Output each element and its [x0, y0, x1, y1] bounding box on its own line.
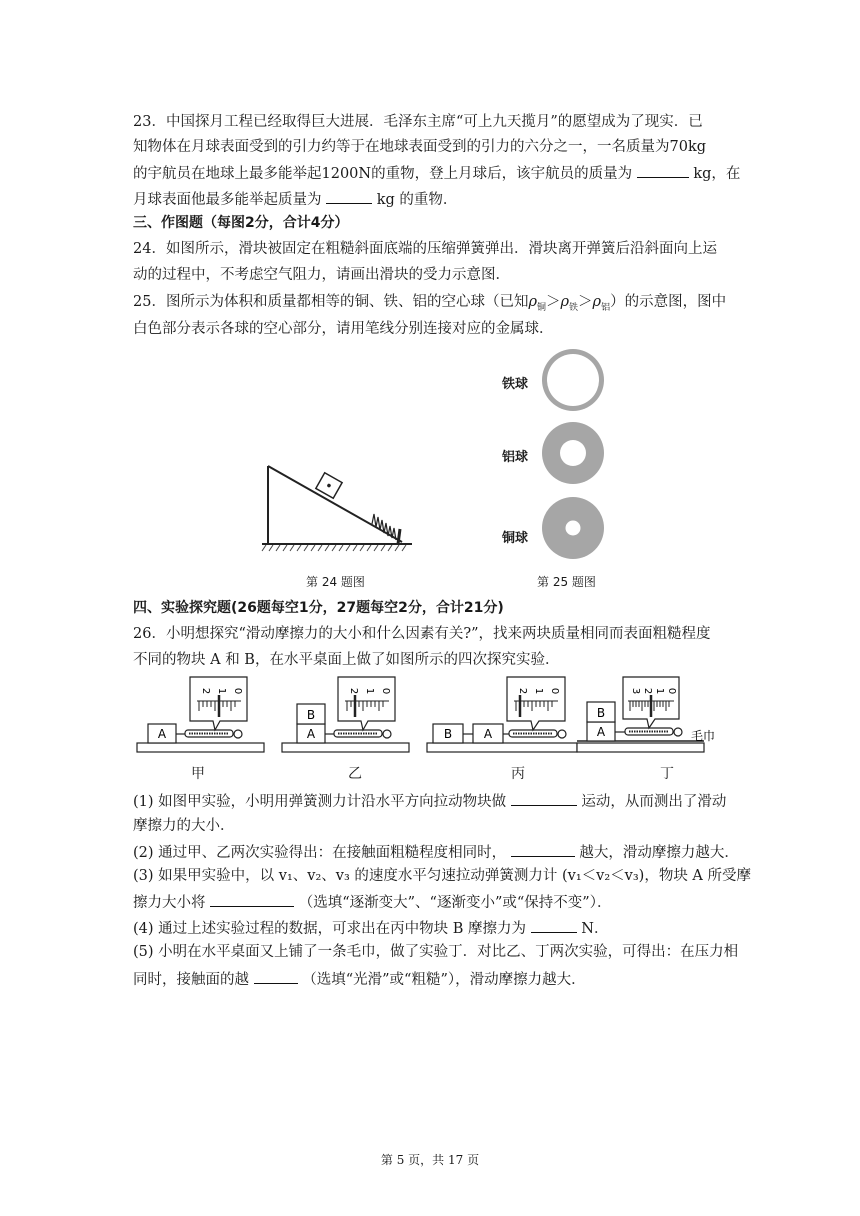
- sub-q3-line-1: (3) 如果甲实验中，以 v₁、v₂、v₃ 的速度水平匀速拉动弹簧测力计 (v₁＜v₂＜v₃)，物块 A 所受摩: [133, 868, 752, 884]
- scale-tick-labels: [517, 688, 560, 694]
- sub-q4-blank[interactable]: [531, 918, 577, 933]
- section-4-title: 四、实验探究题(26题每空1分，27题每空2分，合计21分): [133, 600, 504, 616]
- table-yi: [282, 743, 409, 752]
- fig25-caption: 第 25 题图: [537, 575, 596, 589]
- q24-line-1: 24．如图所示，滑块被固定在粗糙斜面底端的压缩弹簧弹出．滑块离开弹簧后沿斜面向上运: [133, 241, 717, 257]
- q25-line-2: 白色部分表示各球的空心部分，请用笔线分别连接对应的金属球．: [133, 321, 554, 337]
- tick-label: 2: [348, 687, 359, 695]
- section-3-title: 三、作图题（每图2分，合计4分）: [133, 215, 349, 231]
- sub-q3-blank[interactable]: [210, 892, 294, 907]
- block-a-label: A: [157, 727, 167, 741]
- tick-label: 1: [364, 687, 375, 695]
- spheres-figure: [538, 345, 608, 560]
- q25-line-1-tail: ）的示意图，图中: [610, 294, 727, 310]
- setup-ding: [577, 677, 715, 752]
- q25-line-1: [133, 293, 726, 317]
- q25-line-1-text: 25．图所示为体积和质量都相等的铜、铁、铝的空心球（已知: [133, 294, 529, 310]
- rho-symbol: ρ: [592, 294, 602, 310]
- rho-symbol: ρ: [560, 294, 570, 310]
- label-bing: 丙: [511, 766, 525, 782]
- sub-q2-tail: 越大，滑动摩擦力越大．: [579, 845, 739, 861]
- sub-q5-blank[interactable]: [254, 969, 298, 984]
- q23-blank-2[interactable]: [326, 189, 372, 204]
- iron-ball: [542, 349, 604, 411]
- table-bing: [427, 743, 577, 752]
- q23-line-4-tail: kg 的重物．: [376, 192, 458, 208]
- q23-line-3: [133, 163, 740, 183]
- tick-label: 0: [232, 687, 243, 695]
- ground-hatching: [262, 545, 406, 551]
- page-footer: 第 5 页，共 17 页: [380, 1153, 480, 1167]
- sub-q5-line-2: [133, 969, 586, 989]
- block-a-label: A: [596, 725, 606, 739]
- block-b-label: B: [443, 727, 453, 741]
- rho-symbol: ρ: [528, 294, 537, 310]
- setup-jia: [137, 677, 264, 752]
- tick-label: 1: [216, 687, 227, 695]
- sub-q2-text: (2) 通过甲、乙两次实验得出：在接触面粗糙程度相同时，: [133, 845, 507, 861]
- sub-q4-tail: N．: [581, 921, 609, 937]
- copper-ball: [542, 497, 604, 559]
- aluminum-ball-label: 铝球: [502, 450, 529, 465]
- sub-q1-tail: 运动，从而测出了滑动: [581, 794, 727, 810]
- q26-line-1: 26．小明想探究“滑动摩擦力的大小和什么因素有关?”，找来两块质量相同而表面粗糙程度: [133, 626, 711, 642]
- sub-q1-blank[interactable]: [511, 791, 577, 806]
- tick-label: 0: [380, 687, 391, 695]
- iron-ball-label: 铁球: [502, 377, 529, 392]
- sub-q4-text: (4) 通过上述实验过程的数据，可求出在丙中物块 B 摩擦力为: [133, 921, 527, 937]
- table-jia: [137, 743, 264, 752]
- q23-line-3-tail: kg，在: [693, 166, 741, 182]
- block-b-label: B: [306, 708, 316, 722]
- label-yi: 乙: [348, 766, 362, 782]
- sub-q4-line: [133, 918, 608, 938]
- sub-q3-line-2: [133, 892, 611, 912]
- sub-q3-tail: （选填“逐渐变大”、“逐渐变小”或“保持不变”）．: [298, 895, 612, 911]
- incline: [268, 466, 402, 544]
- sub-q1-text: (1) 如图甲实验，小明用弹簧测力计沿水平方向拉动物块做: [133, 794, 507, 810]
- sub-q5-line-1: (5) 小明在水平桌面又上铺了一条毛巾，做了实验丁．对比乙、丁两次实验，可得出：在压力相: [133, 944, 739, 960]
- setup-yi: [282, 677, 409, 752]
- tick-label: 1: [654, 687, 665, 695]
- sub-q3-text: 擦力大小将: [133, 895, 206, 911]
- tick-label: 0: [549, 687, 560, 695]
- tick-label: 3: [630, 687, 641, 695]
- sub-q1-line-1: [133, 791, 726, 811]
- sub-q2-blank[interactable]: [511, 842, 575, 857]
- q23-line-4: [133, 189, 457, 209]
- rho-sub-aluminum: 铝: [601, 302, 611, 313]
- tick-label: 0: [666, 687, 677, 695]
- rho-sub-iron: 铁: [569, 302, 579, 313]
- table-ding: [577, 743, 704, 752]
- tick-label: 2: [642, 687, 653, 695]
- block-a-label: A: [483, 727, 493, 741]
- scale-tick-labels: [348, 688, 391, 694]
- sub-q5-text: 同时，接触面的越: [133, 972, 249, 988]
- tick-label: 2: [200, 687, 211, 695]
- setup-bing: [427, 677, 577, 752]
- scale-tick-labels: [630, 688, 677, 694]
- sub-q5-tail: （选填“光滑”或“粗糙”），滑动摩擦力越大．: [302, 972, 586, 988]
- label-jia: 甲: [191, 766, 205, 782]
- q24-line-2: 动的过程中，不考虑空气阻力，请画出滑块的受力示意图．: [133, 267, 510, 283]
- incline-figure: [262, 462, 422, 552]
- fig24-caption: 第 24 题图: [306, 575, 365, 589]
- scale-tick-labels: [200, 688, 243, 694]
- label-ding: 丁: [660, 766, 674, 782]
- q23-line-4-text: 月球表面他最多能举起质量为: [133, 192, 322, 208]
- tick-label: 1: [533, 687, 544, 695]
- gt-sign: ＞: [546, 294, 561, 310]
- copper-ball-label: 铜球: [502, 531, 529, 546]
- sub-q1-line-2: 摩擦力的大小．: [133, 818, 235, 834]
- sub-q2-line: [133, 842, 739, 862]
- q23-blank-1[interactable]: [637, 163, 689, 178]
- q23-line-1: 23．中国探月工程已经取得巨大进展．毛泽东主席“可上九天揽月”的愿望成为了现实．已: [133, 114, 703, 130]
- compressed-spring: [372, 514, 400, 544]
- q23-line-3-text: 的宇航员在地球上最多能举起1200N的重物，登上月球后，该宇航员的质量为: [133, 166, 633, 182]
- rho-sub-copper: 铜: [536, 302, 546, 313]
- block-b-label: B: [596, 706, 606, 720]
- block-a-label: A: [306, 727, 316, 741]
- tick-label: 2: [517, 687, 528, 695]
- q23-line-2: 知物体在月球表面受到的引力约等于在地球表面受到的引力的六分之一，一名质量为70kg: [133, 139, 707, 155]
- friction-experiments-figure: [135, 673, 735, 758]
- towel-label: 毛巾: [691, 729, 716, 743]
- aluminum-ball: [542, 422, 604, 484]
- q26-line-2: 不同的物块 A 和 B，在水平桌面上做了如图所示的四次探究实验．: [133, 652, 560, 668]
- gt-sign: ＞: [578, 294, 593, 310]
